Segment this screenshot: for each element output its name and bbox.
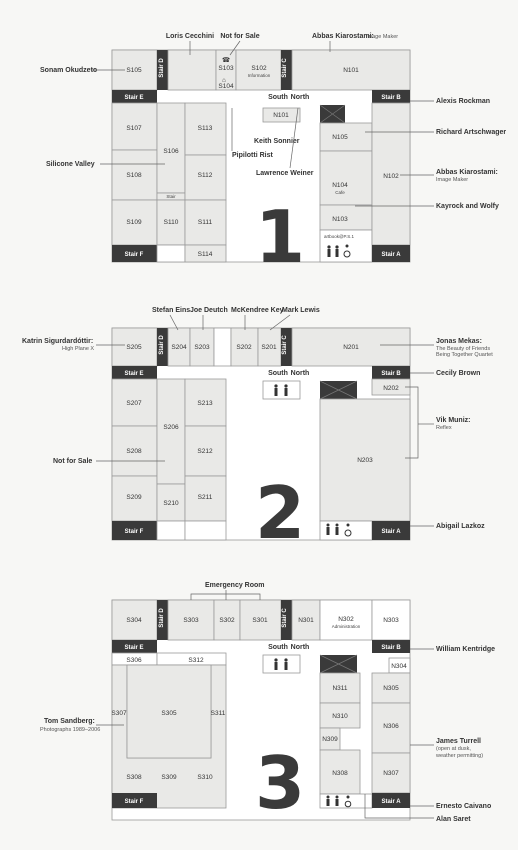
label-N203: N203 xyxy=(357,457,373,464)
floor-2-map xyxy=(0,288,518,568)
annot-cecily: Cecily Brown xyxy=(436,370,481,377)
annot-james-sub1: (open at dusk, xyxy=(436,746,471,752)
label-S109: S109 xyxy=(126,219,142,226)
label-north: North xyxy=(290,370,310,377)
annot-abbas-right-sub: Image Maker xyxy=(436,177,469,183)
room-blank xyxy=(157,521,185,540)
label-south: South xyxy=(268,370,288,377)
label-S106: S106 xyxy=(163,148,179,155)
annot-tom: Tom Sandberg: xyxy=(44,718,95,725)
label-N102: N102 xyxy=(383,173,399,180)
annot-katrin-sub: High Plane X xyxy=(62,346,95,352)
label-S303: S303 xyxy=(183,617,199,624)
label-information: Information xyxy=(247,73,271,78)
label-N309: N309 xyxy=(322,736,338,743)
label-stair-e: Stair E xyxy=(124,371,144,377)
floor-number: 3 xyxy=(255,741,306,825)
annot-emergency: Emergency Room xyxy=(205,582,265,589)
room-blank-2 xyxy=(185,521,226,540)
annot-joe: Joe Deutch xyxy=(190,307,228,314)
label-stair-c: Stair C xyxy=(282,335,288,355)
label-S212: S212 xyxy=(197,448,213,455)
label-stair-e: Stair E xyxy=(124,95,144,101)
label-N104: N104 xyxy=(332,182,348,189)
label-S211: S211 xyxy=(197,494,213,501)
label-S103: S103 xyxy=(218,65,234,72)
annot-ernesto: Ernesto Caivano xyxy=(436,803,492,810)
label-S105: S105 xyxy=(126,67,142,74)
label-stair-d: Stair D xyxy=(159,58,165,78)
label-S302: S302 xyxy=(219,617,235,624)
label-stair-d: Stair D xyxy=(159,335,165,355)
label-N306: N306 xyxy=(383,723,399,730)
label-N303: N303 xyxy=(383,617,399,624)
label-N101-top: N101 xyxy=(343,67,359,74)
label-stair-e: Stair E xyxy=(124,645,144,651)
label-S110: S110 xyxy=(163,219,179,226)
annot-james-sub2: weather permitting) xyxy=(436,753,484,759)
label-N103: N103 xyxy=(332,216,348,223)
label-S204: S204 xyxy=(171,344,187,351)
floor-3-plan xyxy=(0,568,518,850)
label-N307: N307 xyxy=(383,770,399,777)
label-stair-f: Stair F xyxy=(124,529,144,535)
annot-not-for-sale: Not for Sale xyxy=(220,33,260,40)
label-S114: S114 xyxy=(197,251,213,258)
phone-icon: ☎ xyxy=(222,57,231,64)
label-S311: S311 xyxy=(210,710,226,717)
label-stair-small: Stair xyxy=(166,194,176,199)
annot-richard: Richard Artschwager xyxy=(436,129,507,136)
label-S307: S307 xyxy=(111,710,127,717)
label-stair-c: Stair C xyxy=(282,58,288,78)
annot-jonas-sub1: The Beauty of Friends xyxy=(436,346,491,352)
annot-alan: Alan Saret xyxy=(436,816,471,823)
label-stair-b: Stair B xyxy=(381,95,401,101)
annot-jonas: Jonas Mekas: xyxy=(436,338,482,345)
label-stair-a: Stair A xyxy=(381,529,401,535)
floor-number: 1 xyxy=(255,195,306,279)
room-gap xyxy=(214,328,231,366)
label-S304: S304 xyxy=(126,617,142,624)
label-S113: S113 xyxy=(197,125,213,132)
annot-william: William Kentridge xyxy=(436,646,496,653)
floor-number: 2 xyxy=(255,471,306,555)
label-stair-b: Stair B xyxy=(381,371,401,377)
label-artbook: artbook@P.S.1 xyxy=(323,234,355,239)
label-south: South xyxy=(268,94,288,101)
label-N304: N304 xyxy=(391,663,407,670)
floor-3-map xyxy=(0,568,518,850)
label-N305: N305 xyxy=(383,685,399,692)
label-administration: Administration xyxy=(331,624,361,629)
label-N302: N302 xyxy=(338,616,354,623)
annot-silicone: Silicone Valley xyxy=(46,161,95,168)
annot-abbas-top-sub: Image Maker xyxy=(366,34,399,40)
annot-abbas-top: Abbas Kiarostami: xyxy=(312,33,374,40)
restroom-box xyxy=(263,381,300,399)
label-S112: S112 xyxy=(197,172,213,179)
annot-kayrock: Kayrock and Wolfy xyxy=(436,203,499,210)
coat-hanger-icon: ⌂ xyxy=(222,77,226,84)
annot-loris: Loris Cecchini xyxy=(165,33,215,40)
room-S206[interactable] xyxy=(157,379,185,484)
annot-tom-sub: Photographs 1989–2006 xyxy=(40,727,101,733)
label-S305: S305 xyxy=(161,710,177,717)
annot-mark: Mark Lewis xyxy=(282,307,320,314)
annot-sonam: Sonam Okudzeto xyxy=(40,67,98,74)
label-S208: S208 xyxy=(126,448,142,455)
floor-1-plan xyxy=(0,0,518,285)
annot-not-for-sale: Not for Sale xyxy=(53,458,93,465)
annot-vik-sub: Reflex xyxy=(436,425,452,431)
label-S205: S205 xyxy=(126,344,142,351)
annot-mckendree: McKendree Key xyxy=(231,307,284,314)
room-S106-top[interactable] xyxy=(168,50,216,90)
label-S111: S111 xyxy=(197,219,213,226)
annot-abigail: Abigail Lazkoz xyxy=(436,523,485,530)
annot-keith: Keith Sonnier xyxy=(254,138,300,145)
annot-alexis: Alexis Rockman xyxy=(436,98,491,105)
label-S108: S108 xyxy=(126,172,142,179)
label-stair-f: Stair F xyxy=(124,799,144,805)
label-S209: S209 xyxy=(126,494,142,501)
label-N202: N202 xyxy=(383,385,399,392)
label-S104: S104 xyxy=(218,83,234,90)
label-stair-d: Stair D xyxy=(159,608,165,628)
label-S309: S309 xyxy=(161,774,177,781)
label-S301: S301 xyxy=(252,617,268,624)
floor-2-plan xyxy=(0,288,518,568)
label-S210: S210 xyxy=(163,500,179,507)
label-N301: N301 xyxy=(298,617,314,624)
label-S310: S310 xyxy=(197,774,213,781)
label-S306: S306 xyxy=(126,657,142,664)
label-south: South xyxy=(268,644,288,651)
label-S213: S213 xyxy=(197,400,213,407)
label-S107: S107 xyxy=(126,125,142,132)
label-N310: N310 xyxy=(332,713,348,720)
annot-jonas-sub2: Being Together Quartet xyxy=(436,352,493,358)
label-S207: S207 xyxy=(126,400,142,407)
label-stair-a: Stair A xyxy=(381,799,401,805)
annot-vik: Vik Muniz: xyxy=(436,417,471,424)
label-S203: S203 xyxy=(194,344,210,351)
label-N201: N201 xyxy=(343,344,359,351)
label-north: North xyxy=(290,644,310,651)
label-N308: N308 xyxy=(332,770,348,777)
label-stair-f: Stair F xyxy=(124,252,144,258)
label-N105: N105 xyxy=(332,134,348,141)
annot-pipilotti: Pipilotti Rist xyxy=(232,152,273,159)
restroom-box xyxy=(263,655,300,673)
label-S202: S202 xyxy=(236,344,252,351)
annot-katrin: Katrin Sigurdardóttir: xyxy=(22,338,94,345)
annot-lawrence: Lawrence Weiner xyxy=(256,170,314,177)
label-S102: S102 xyxy=(251,65,267,72)
annot-stefan: Stefan Eins xyxy=(152,307,191,314)
label-S308: S308 xyxy=(126,774,142,781)
annot-james: James Turrell xyxy=(436,738,482,745)
label-S201: S201 xyxy=(261,344,277,351)
label-north: North xyxy=(290,94,310,101)
floor-1-map xyxy=(0,0,518,285)
label-cafe: Cafe xyxy=(335,190,345,195)
label-stair-c: Stair C xyxy=(282,608,288,628)
label-stair-b: Stair B xyxy=(381,645,401,651)
room-blank xyxy=(157,245,185,262)
annot-abbas-right: Abbas Kiarostami: xyxy=(436,169,498,176)
label-S206: S206 xyxy=(163,424,179,431)
label-N101-mid: N101 xyxy=(273,112,289,119)
label-stair-a: Stair A xyxy=(381,252,401,258)
label-N311: N311 xyxy=(332,685,348,692)
room-N104[interactable] xyxy=(320,151,372,205)
label-S312: S312 xyxy=(188,657,204,664)
